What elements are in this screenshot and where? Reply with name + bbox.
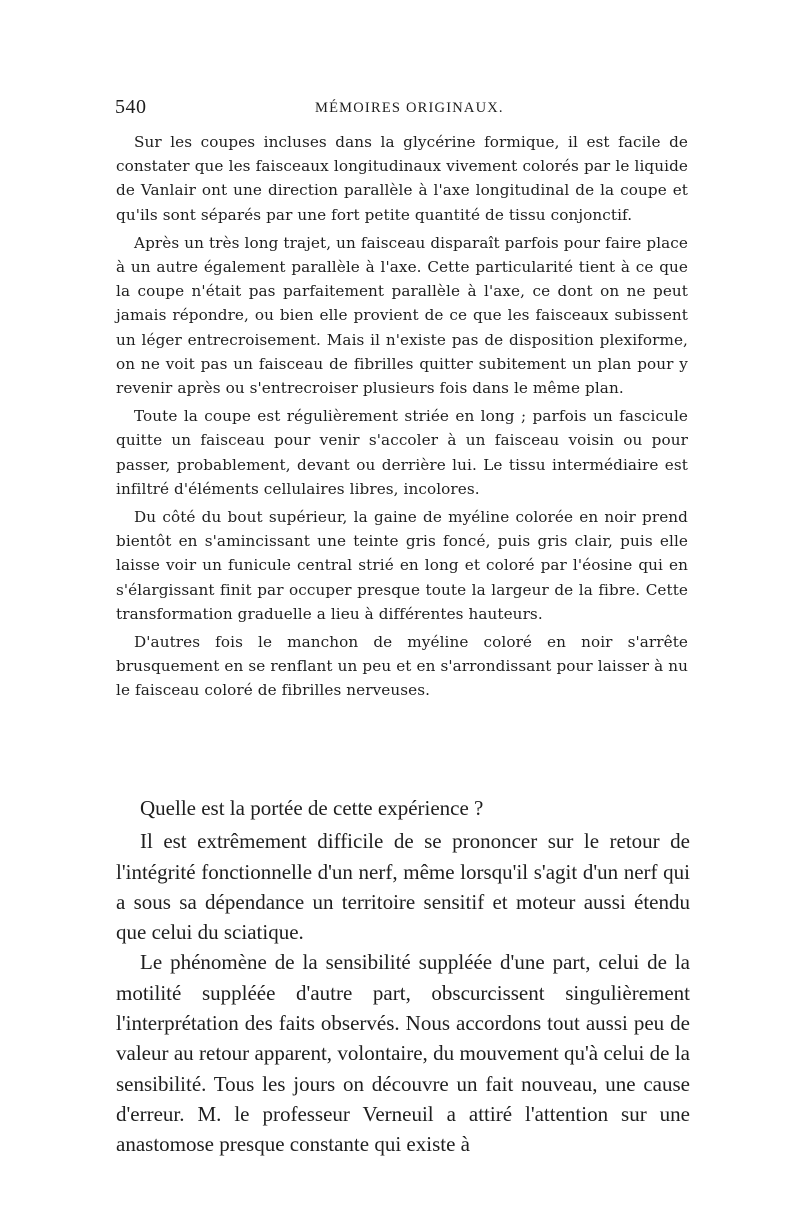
page-header — [115, 96, 695, 124]
paragraph-long-trajet: Après un très long trajet, un faisceau disparaît parfois pour faire place à un autre également parallèle à l'axe. Cette particularité tient à ce que la coupe n'était pas parfaitement parallèle à l'axe, ce dont on ne peut jamais répondre, ou bien elle provient de ce que les faisceaux subissent un léger entrecroisement. Mais il n'existe pas de disposition plexiforme, on ne voit pas un faisceau de fibrilles quitter subitement un plan pour y revenir après ou s'entrecroiser plusieurs fois dans le même plan. — [116, 233, 688, 398]
running-head: MÉMOIRES ORIGINAUX. — [315, 100, 504, 116]
large-print-section — [116, 793, 690, 1160]
paragraph-question: Quelle est la portée de cette expérience ? — [140, 796, 484, 820]
paragraph-manchon-myeline: D'autres fois le manchon de myéline coloré en noir s'arrête brusquement en se renflant un peu et en s'arrondissant pour laisser à nu le faisceau coloré de fibrilles nerveuses. — [116, 633, 688, 700]
paragraph-coupes-glycerine: Sur les coupes incluses dans la glycérine formique, il est facile de constater que les faisceaux longitudinaux vivement colorés par le liquide de Vanlair ont une direction parallèle à l'axe longitudinal de la coupe et qu'ils sont séparés par une fort petite quantité de tissu conjonctif. — [116, 133, 688, 224]
paragraph-integrite-fonctionnelle: Il est extrêmement difficile de se prononcer sur le retour de l'intégrité fonctionnelle d'un nerf, même lorsqu'il s'agit d'un nerf qui a sous sa dépendance un territoire sensitif et moteur aussi étendu que celui du sciatique. — [116, 829, 690, 945]
paragraph-bout-superieur: Du côté du bout supérieur, la gaine de myéline colorée en noir prend bientôt en s'amincissant une teinte gris foncé, puis gris clair, puis elle laisse voir un funicule central strié en long et coloré par l'éosine qui en s'élargissant finit par occuper presque toute la largeur de la fibre. Cette transformation graduelle a lieu à différentes hauteurs. — [116, 508, 688, 623]
paragraph-coupe-striee: Toute la coupe est régulièrement striée en long ; parfois un fascicule quitte un faisceau pour venir s'accoler à un faisceau voisin ou pour passer, probablement, devant ou derrière lui. Le tissu intermédiaire est infiltré d'éléments cellulaires libres, incolores. — [116, 407, 688, 498]
small-print-section — [116, 130, 688, 707]
paragraph-sensibilite-suppleee: Le phénomène de la sensibilité suppléée d'une part, celui de la motilité suppléée d'autre part, obscurcissent singulièrement l'interprétation des faits observés. Nous accordons tout aussi peu de valeur au retour apparent, volontaire, du mouvement qu'à celui de la sensibilité. Tous les jours on découvre un fait nouveau, une cause d'erreur. M. le professeur Verneuil a attiré l'attention sur une anastomose presque constante qui existe à — [116, 950, 690, 1157]
page-number: 540 — [115, 96, 147, 118]
